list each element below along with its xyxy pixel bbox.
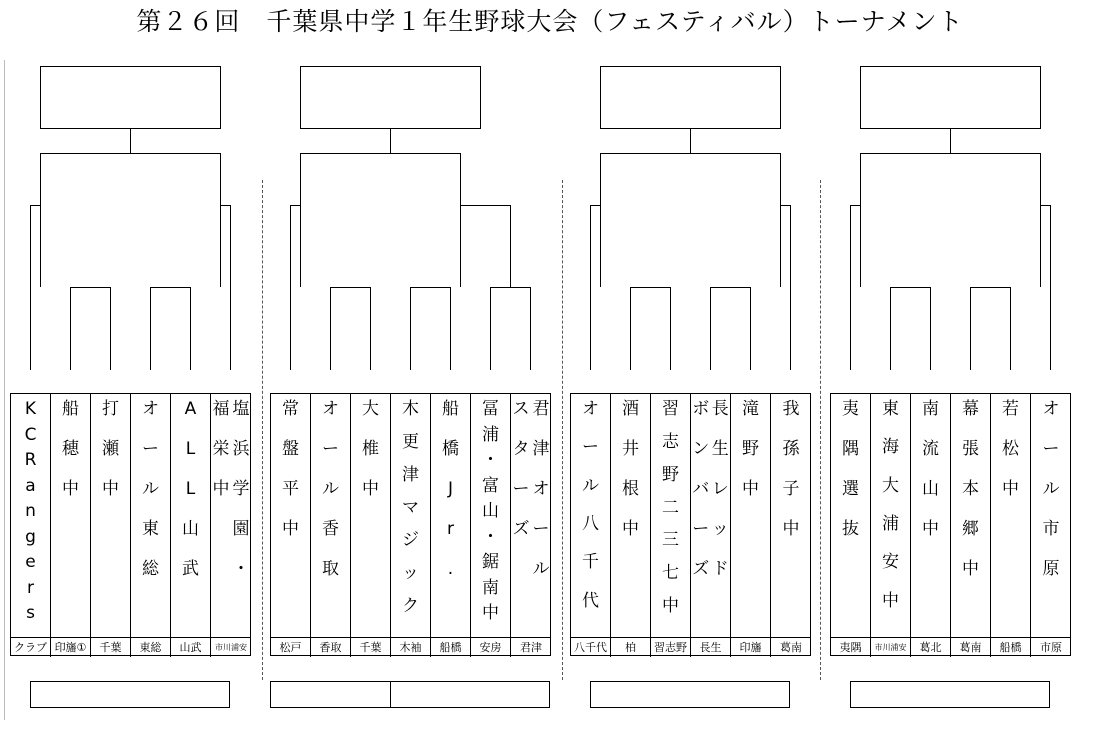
semi-right-inner-leg xyxy=(780,205,781,287)
team-region: 船橋 xyxy=(991,637,1030,658)
team-name: 幕 張 本 郷 中 xyxy=(962,399,979,579)
semi-right-bar xyxy=(220,205,230,206)
team-region: 習志野 xyxy=(651,637,690,658)
team-cell xyxy=(951,394,991,657)
team-cell xyxy=(431,394,471,657)
semi-right-inner-leg xyxy=(220,205,221,287)
team-cell xyxy=(511,394,551,657)
final-left-leg xyxy=(40,153,41,205)
page-edge-line xyxy=(4,60,5,720)
team-cell xyxy=(871,394,911,657)
r1-right-right-leg xyxy=(750,287,751,370)
semi-left-bar xyxy=(590,205,600,206)
team-cell xyxy=(91,394,131,657)
team-name: オ ー ル 市 原 xyxy=(1042,399,1060,579)
semi-left-leg xyxy=(290,205,291,370)
r1-left-left-leg xyxy=(630,287,631,370)
r1-right-left-leg xyxy=(710,287,711,370)
team-cell xyxy=(351,394,391,657)
team-name: 木 更 津 マ ジ ッ ク xyxy=(402,399,419,617)
team-region: 船橋 xyxy=(431,637,470,658)
team-name: 南 流 山 中 xyxy=(922,399,939,539)
team-name: オ ー ル 香 取 xyxy=(322,399,339,579)
team-table xyxy=(10,393,251,656)
semi-left-inner-leg xyxy=(600,205,601,287)
team-cell xyxy=(11,394,51,657)
r1-left-right-leg xyxy=(110,287,111,370)
semi-right-bar xyxy=(460,205,510,206)
r1-c-left-leg xyxy=(490,287,491,370)
team-cell xyxy=(211,394,251,657)
semi-right-inner-leg xyxy=(1040,205,1041,287)
winner-box xyxy=(300,66,481,129)
team-cell xyxy=(271,394,311,657)
r1-left-right-leg xyxy=(930,287,931,370)
team-cell xyxy=(831,394,871,657)
team-name: 打 瀬 中 xyxy=(102,399,119,499)
team-name: 塩 浜 学 園 ・ xyxy=(232,399,250,579)
team-name: 君 津 オ ー ル xyxy=(532,399,550,579)
team-name: 大 椎 中 xyxy=(362,399,379,499)
team-name: ス タ ー ズ xyxy=(512,399,530,539)
team-name: オ ー ル 八 千 代 xyxy=(582,399,599,611)
host-school xyxy=(30,681,230,708)
host-school xyxy=(850,681,1050,708)
r1-right-left-leg xyxy=(150,287,151,370)
final-bracket-bar xyxy=(600,153,780,154)
team-table xyxy=(570,393,811,656)
winner-box xyxy=(40,66,221,129)
team-region: 八千代 xyxy=(571,637,610,658)
semi-left-leg xyxy=(30,205,31,370)
final-right-leg xyxy=(460,153,461,205)
final-left-leg xyxy=(860,153,861,205)
r1-right-bar xyxy=(150,287,190,288)
team-cell xyxy=(731,394,771,657)
team-region: 香取 xyxy=(311,637,350,658)
semi-left-bar xyxy=(290,205,300,206)
r1-right-left-leg xyxy=(970,287,971,370)
team-cell xyxy=(51,394,91,657)
team-name: 夷 隅 選 抜 xyxy=(842,399,859,539)
block-separator xyxy=(562,180,563,680)
team-region: 千葉 xyxy=(351,637,390,658)
team-region: 安房 xyxy=(471,637,510,658)
semi-right-leg xyxy=(790,205,791,370)
host-school xyxy=(590,681,790,708)
semi-right-leg xyxy=(1050,205,1051,370)
team-region: 長生 xyxy=(691,637,730,658)
semi-right-bar xyxy=(780,205,790,206)
r1-a-right-leg xyxy=(370,287,371,370)
r1-right-right-leg xyxy=(190,287,191,370)
semi-left-inner-leg xyxy=(40,205,41,287)
team-region: 君津 xyxy=(511,637,551,658)
final-right-leg xyxy=(1040,153,1041,205)
team-region: 印旛 xyxy=(731,637,770,658)
r1-b-bar xyxy=(410,287,450,288)
team-region: 葛南 xyxy=(951,637,990,658)
semi-left-bar xyxy=(30,205,40,206)
semi-left-bar xyxy=(850,205,860,206)
team-name: 船 橋 J r . xyxy=(442,399,459,579)
r1-right-bar xyxy=(710,287,750,288)
r1-left-bar xyxy=(890,287,930,288)
r1-a-left-leg xyxy=(330,287,331,370)
team-cell xyxy=(471,394,511,657)
final-right-leg xyxy=(220,153,221,205)
team-region: 木袖 xyxy=(391,637,430,658)
r1-left-bar xyxy=(630,287,670,288)
team-name: ボ ン バ ー ズ xyxy=(692,399,710,579)
team-cell xyxy=(991,394,1031,657)
team-cell xyxy=(691,394,731,657)
team-table xyxy=(830,393,1071,656)
r1-right-right-leg xyxy=(1010,287,1011,370)
page-title: 第２６回 千葉県中学１年生野球大会（フェスティバル）トーナメント xyxy=(136,7,964,36)
team-cell xyxy=(911,394,951,657)
final-left-leg xyxy=(300,153,301,205)
team-cell xyxy=(651,394,691,657)
team-name: 酒 井 根 中 xyxy=(622,399,639,539)
block-separator xyxy=(262,180,263,680)
team-name: 福 栄 中 xyxy=(212,399,230,499)
final-right-leg xyxy=(780,153,781,205)
r1-c-bar xyxy=(490,287,530,288)
semi-left-inner-leg xyxy=(860,205,861,287)
team-region: 市川浦安 xyxy=(211,637,251,658)
team-region: 市原 xyxy=(1031,637,1071,658)
semi-left-leg xyxy=(590,205,591,370)
team-name: A L L 山 武 xyxy=(182,399,199,579)
team-name: 若 松 中 xyxy=(1002,399,1019,499)
team-cell xyxy=(611,394,651,657)
team-cell xyxy=(131,394,171,657)
team-region: 夷隅 xyxy=(831,637,870,658)
team-name: 習 志 野 二 三 七 中 xyxy=(662,399,679,617)
block-separator xyxy=(820,180,821,680)
winner-box xyxy=(860,66,1041,129)
team-table xyxy=(270,393,551,656)
r1-right-bar xyxy=(970,287,1010,288)
semi-left-inner-leg xyxy=(300,205,301,287)
final-connector xyxy=(390,129,391,153)
final-connector xyxy=(130,129,131,153)
team-cell xyxy=(1031,394,1071,657)
semi-left-leg xyxy=(850,205,851,370)
team-region: 市川浦安 xyxy=(871,637,910,658)
r1-left-left-leg xyxy=(890,287,891,370)
team-cell xyxy=(571,394,611,657)
team-name: 長 生 レ ッ ド xyxy=(711,399,729,579)
team-region: 葛北 xyxy=(911,637,950,658)
team-name: K C R a n g e r s xyxy=(24,399,37,624)
team-name: 常 盤 平 中 xyxy=(282,399,299,539)
team-name: 東 海 大 浦 安 中 xyxy=(882,399,899,611)
team-name: オ ー ル 東 総 xyxy=(142,399,159,579)
r1-a-bar xyxy=(330,287,370,288)
host-school xyxy=(270,681,391,708)
semi-right-leg xyxy=(230,205,231,370)
r1-b-left-leg xyxy=(410,287,411,370)
team-name: 船 穂 中 xyxy=(62,399,79,499)
final-bracket-bar xyxy=(860,153,1040,154)
team-region: 千葉 xyxy=(91,637,130,658)
semi-right-bar xyxy=(1040,205,1050,206)
final-connector xyxy=(690,129,691,153)
team-region: 山武 xyxy=(171,637,210,658)
team-region: 印旛① xyxy=(51,637,90,658)
team-region: 柏 xyxy=(611,637,650,658)
r1-left-bar xyxy=(70,287,110,288)
semi-right-inner-leg-2 xyxy=(510,205,511,287)
r1-c-right-leg xyxy=(530,287,531,370)
r1-left-right-leg xyxy=(670,287,671,370)
winner-box xyxy=(600,66,781,129)
team-region: 葛南 xyxy=(771,637,811,658)
team-cell xyxy=(391,394,431,657)
r1-left-left-leg xyxy=(70,287,71,370)
team-cell xyxy=(311,394,351,657)
team-cell xyxy=(771,394,811,657)
final-bracket-bar xyxy=(40,153,220,154)
host-school xyxy=(390,681,550,708)
team-region: 東総 xyxy=(131,637,170,658)
team-region: クラブ xyxy=(11,637,50,658)
team-name: 滝 野 中 xyxy=(742,399,759,499)
final-left-leg xyxy=(600,153,601,205)
semi-right-inner-leg xyxy=(460,205,461,287)
team-name: 我 孫 子 中 xyxy=(782,399,800,539)
team-region: 松戸 xyxy=(271,637,310,658)
final-bracket-bar xyxy=(300,153,460,154)
final-connector xyxy=(950,129,951,153)
team-cell xyxy=(171,394,211,657)
team-name: 冨 浦 ・ 富 山 ・ 鋸 南 中 xyxy=(482,399,499,624)
r1-b-right-leg xyxy=(450,287,451,370)
